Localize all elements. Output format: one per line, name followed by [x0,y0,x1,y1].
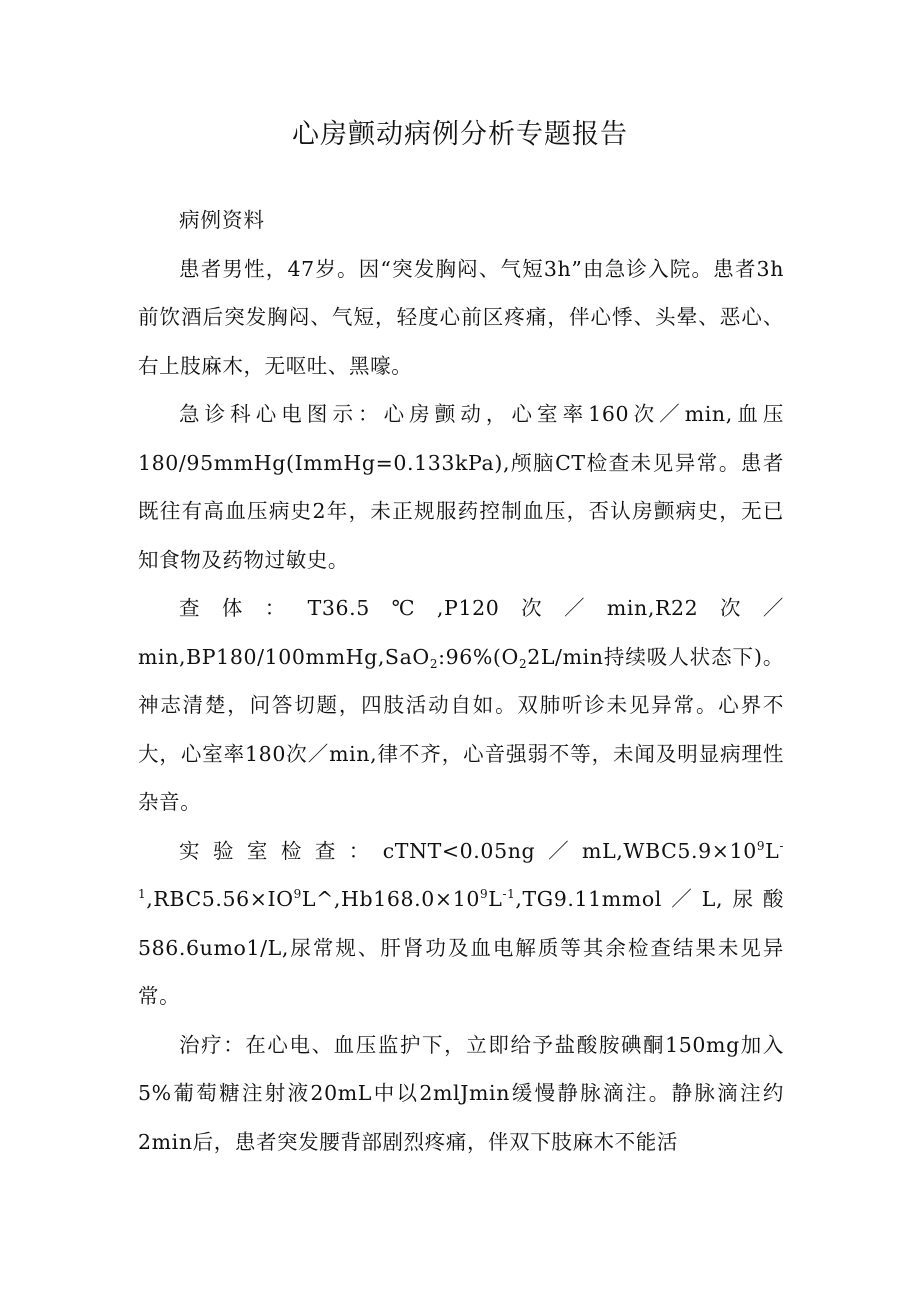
section-heading: 病例资料 [179,208,265,232]
lab-text-part: 实验室检查：cTNT<0.05ng／mL,WBC5.9×10 [179,838,757,863]
superscript: -1 [138,838,784,901]
superscript: 9 [479,887,489,901]
superscript: 9 [756,838,766,853]
subscript: 2 [518,656,528,671]
document-title: 心房颤动病例分析专题报告 [292,119,628,150]
document-body [138,196,784,1166]
lab-text-part: ,RBC5.56×IO [146,887,294,911]
lab-text-part: L^,Hb168.0×10 [301,887,480,911]
paragraph-patient-history: 患者男性，47岁。因“突发胸闷、气短3h”由急诊入院。患者3h前饮酒后突发胸闷、气短，轻度心前区疼痛，伴心悸、头晕、恶心、右上肢麻木，无呕吐、黑嚎。 [138,256,784,378]
paragraph-lab-results [138,827,784,1021]
lab-text-part: ,TG9.11mmol／L,尿酸586.6umo1/L,尿常规、肝肾功及血电解质等其余检查结果未见异常。 [138,887,784,1008]
paragraph-treatment: 治疗：在心电、血压监护下，立即给予盐酸胺碘酮150mg加入5%葡萄糖注射液20mL中以2mlJmin缓慢静脉滴注。静脉滴注约2min后，患者突发腰背部剧烈疼痛，伴双下肢麻木不能活 [138,1032,784,1154]
lab-text-part: L [765,838,780,863]
subscript: 2 [429,656,439,671]
superscript: 9 [293,887,302,901]
exam-text-part: 查体：T36.5℃,P120次／min,R22次／min,BP180/100mmHg,SaO [138,596,784,669]
exam-text-part: :96%(O [438,644,519,669]
superscript: -1 [502,887,516,901]
paragraph-physical-exam [138,584,784,827]
paragraph-emergency-ecg: 急诊科心电图示：心房颤动，心室率160次／min,血压180/95mmHg(ImmHg=0.133kPa),颅脑CT检查未见异常。患者既往有高血压病史2年，未正规服药控制血压，否认房颤病史，无已知食物及药物过敏史。 [138,402,784,572]
exam-text-part: 2L/min持续吸人状态下)。神志清楚，问答切题，四肢活动自如。双肺听诊未见异常。心界不大，心室率180次／min,律不齐，心音强弱不等，未闻及明显病理性杂音。 [138,644,784,814]
lab-text-part: L [488,887,503,911]
